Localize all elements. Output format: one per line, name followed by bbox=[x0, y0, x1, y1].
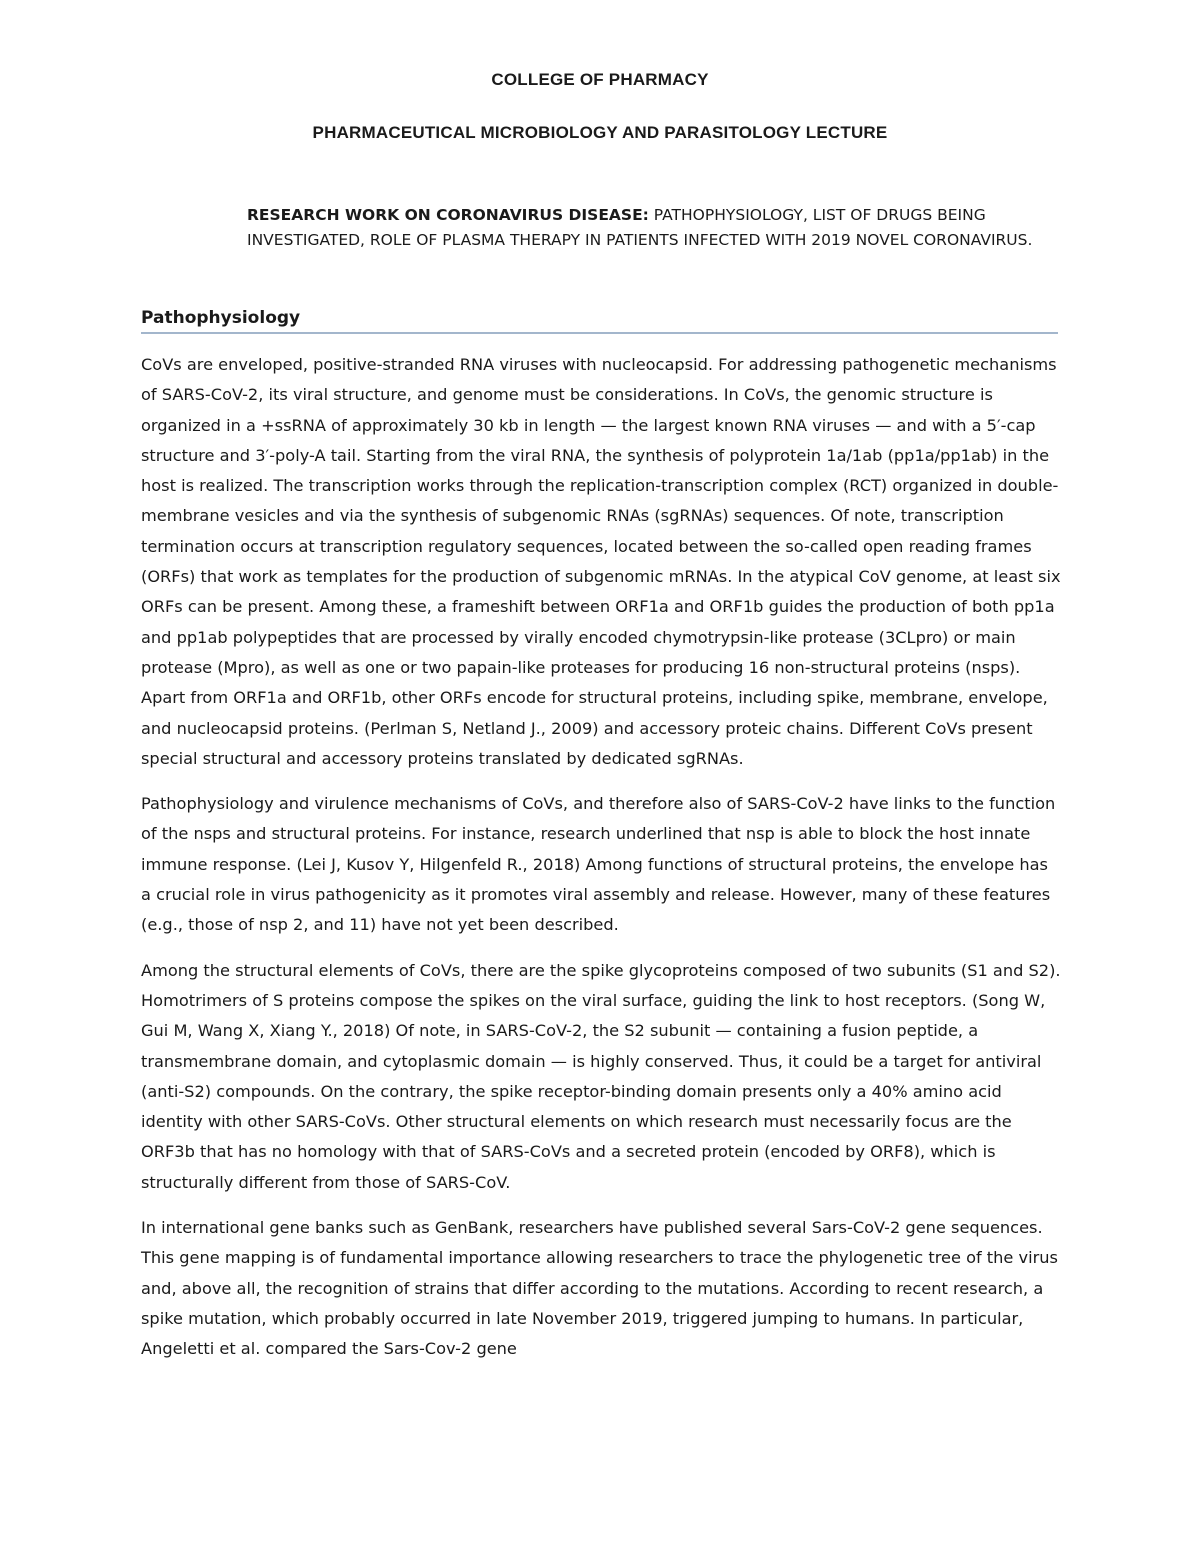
paragraph-3 bbox=[141, 956, 1061, 1198]
research-title-rest: PATHOPHYSIOLOGY, LIST OF DRUGS BEING INVESTIGATED, ROLE OF PLASMA THERAPY IN PATIENTS INFECTED WITH 2019 NOVEL CORONAVIRUS. bbox=[247, 206, 1033, 249]
research-title bbox=[247, 203, 1047, 253]
paragraph-4: In international gene banks such as GenBank, researchers have published several Sars-CoV-2 gene sequences. This gene mapping is of fundamental importance allowing researchers to trace the phylogenetic tree of the virus and, above all, the recognition of strains that differ according to the mutations. According to recent research, a spike mutation, which probably occurred in late November 2019, triggered jumping to humans. In particular, Angeletti et al. compared the Sars-Cov-2 gene bbox=[141, 1218, 1058, 1359]
paragraph-1 bbox=[141, 350, 1061, 774]
section-heading-pathophysiology: Pathophysiology bbox=[141, 308, 1058, 334]
paragraph-2-text-b: ) Among functions of structural proteins, the envelope has a crucial role in virus pathogenicity as it promotes viral assembly and release. However, many of these features (e.g., those of nsp 2, and 11) have not yet been described. bbox=[141, 854, 1051, 935]
paragraph-2 bbox=[141, 789, 1061, 940]
paragraph-2-text-a: Pathophysiology and virulence mechanisms of CoVs, and therefore also of SARS-CoV-2 have links to the function of the nsps and structural proteins. For instance, research underlined that nsp is able to block the host innate immune response. ( bbox=[141, 794, 1056, 874]
course-heading: PHARMACEUTICAL MICROBIOLOGY AND PARASITOLOGY LECTURE bbox=[312, 123, 888, 142]
citation-song: Song W, Gui M, Wang X, Xiang Y., 2018 bbox=[141, 990, 1046, 1041]
research-title-bold: RESEARCH WORK ON CORONAVIRUS DISEASE: bbox=[247, 206, 649, 224]
paragraph-3-text-b: ) Of note, in SARS-CoV-2, the S2 subunit — containing a fusion peptide, a transmembrane domain, and cytoplasmic domain — is highly conserved. Thus, it could be a target for antiviral (anti-S2) compounds. On the contrary, the spike receptor-binding domain presents only a 40% amino acid identity with other SARS-CoVs. Other structural elements on which research must necessarily focus are the ORF3b that has no homology with that of SARS-CoVs and a secreted protein (encoded by ORF8), which is structurally different from those of SARS-CoV. bbox=[141, 1021, 1042, 1192]
citation-perlman: Perlman S, Netland J., 2009 bbox=[370, 718, 593, 738]
paragraph-1-text-b: ) and accessory proteic chains. Different CoVs present special structural and accessory proteins translated by dedicated sgRNAs. bbox=[141, 718, 1033, 768]
paragraph-1-text-a: CoVs are enveloped, positive-stranded RNA viruses with nucleocapsid. For addressing pathogenetic mechanisms of SARS-CoV-2, its viral structure, and genome must be considerations. In CoVs, the genomic structure is organized in a +ssRNA of approximately 30 kb in length — the largest known RNA viruses — and with a 5′-cap structure and 3′-poly-A tail. Starting from the viral RNA, the synthesis of polyprotein 1a/1ab (pp1a/pp1ab) in the host is realized. The transcription works through the replication-transcription complex (RCT) organized in double-membrane vesicles and via the synthesis of subgenomic RNAs (sgRNAs) sequences. Of note, transcription termination occurs at transcription regulatory sequences, located between the so-called open reading frames (ORFs) that work as templates for the production of subgenomic mRNAs. In the atypical CoV genome, at least six ORFs can be present. Among these, a frameshift between ORF1a and ORF1b guides the production of both pp1a and pp1ab polypeptides that are processed by virally encoded chymotrypsin-like protease (3CLpro) or main protease (Mpro), as well as one or two papain-like proteases for producing 16 non-structural proteins (nsps). Apart from ORF1a and ORF1b, other ORFs encode for structural proteins, including spike, membrane, envelope, and nucleocapsid proteins. ( bbox=[141, 355, 1061, 738]
college-heading: COLLEGE OF PHARMACY bbox=[491, 70, 709, 89]
body-text bbox=[141, 350, 1061, 1380]
paragraph-3-text-a: Among the structural elements of CoVs, there are the spike glycoproteins composed of two subunits (S1 and S2). Homotrimers of S proteins compose the spikes on the viral surface, guiding the link to host receptors. ( bbox=[141, 960, 1061, 1010]
citation-lei: Lei J, Kusov Y, Hilgenfeld R., 2018 bbox=[302, 854, 575, 874]
